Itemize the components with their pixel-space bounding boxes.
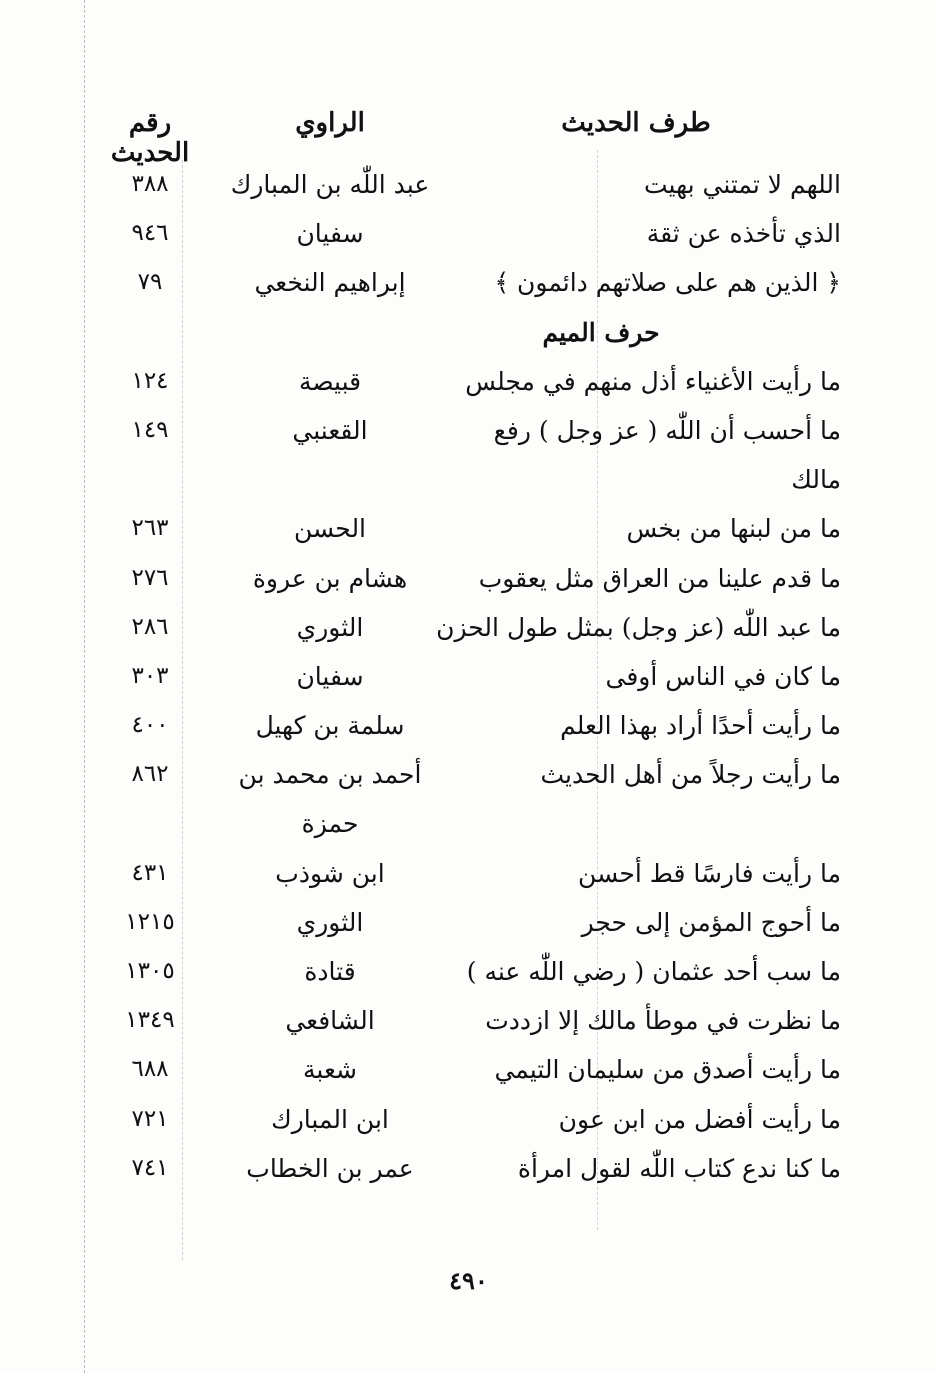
hadith-text-cell: ما رأيت أحدًا أراد بهذا العلم [560,711,841,741]
header-narrator-column: الراوي [295,108,365,138]
hadith-number-cell: ٤٣١ [131,859,169,886]
hadith-number-cell: ٣٠٣ [131,662,169,689]
narrator-cell: الشافعي [285,1006,375,1036]
header-number-column: رقم الحديث [110,108,190,168]
table-row [0,996,937,1045]
narrator-cell: سلمة بن كهيل [255,711,405,741]
narrator-cell: الثوري [296,612,364,642]
narrator-cell: سفيان [296,219,364,249]
hadith-text-cell: ما سب أحد عثمان ( رضي اللّٰه عنه ) [466,957,841,986]
header-text-column: طرف الحديث [561,108,711,138]
index-table [0,160,937,1193]
section-heading: حرف الميم [542,317,660,347]
hadith-number-cell: ١٤٩ [131,416,169,443]
hadith-text-cell: ما عبد اللّٰه (عز وجل) بمثل طول الحزن [436,612,841,642]
narrator-cell: الحسن [293,514,367,544]
hadith-number-cell: ٨٦٢ [131,761,169,788]
hadith-number-cell: ٢٧٦ [131,564,169,591]
hadith-number-cell: ١٢٤ [131,367,169,394]
table-row [0,258,937,307]
hadith-number-cell: ٤٠٠ [131,712,169,739]
hadith-number-cell: ٧٩ [137,269,163,296]
narrator-cell: عمر بن الخطاب [246,1153,414,1183]
table-row [0,160,937,209]
table-row [0,455,937,504]
table-row [0,652,937,701]
hadith-text-cell: ما رأيت رجلاً من أهل الحديث [540,760,841,790]
table-row [0,750,937,799]
hadith-number-cell: ٩٤٦ [131,220,169,247]
narrator-cell: إبراهيم النخعي [254,268,406,298]
hadith-number-cell: ٧٢١ [131,1105,169,1132]
table-row [0,1045,937,1094]
narrator-cell: ابن المبارك [271,1104,389,1134]
hadith-text-cell: ما أحوج المؤمن إلى حجر [581,907,841,937]
narrator-cell: سفيان [296,661,364,691]
table-header [0,108,937,168]
narrator-cell: الثوري [296,907,364,937]
hadith-number-cell: ٢٦٣ [131,515,169,542]
table-row [0,799,937,848]
table-row [0,1144,937,1193]
narrator-cell: ابن شوذب [275,858,385,888]
hadith-number-cell: ١٢١٥ [125,908,175,935]
narrator-cell: شعبة [303,1055,357,1085]
hadith-text-cell: الذي تأخذه عن ثقة [646,219,841,249]
table-row [0,209,937,258]
narrator-cell: عبد اللّٰه بن المبارك [230,170,430,199]
table-row [0,701,937,750]
hadith-text-cell: ما أحسب أن اللّٰه ( عز وجل ) رفع [493,415,841,445]
table-row [0,554,937,603]
hadith-number-cell: ٢٨٦ [131,613,169,640]
table-row [0,898,937,947]
table-row [0,504,937,553]
hadith-number-cell: ٧٤١ [131,1154,169,1181]
table-row [0,1095,937,1144]
hadith-number-cell: ١٣٠٥ [125,958,175,984]
table-row [0,849,937,898]
hadith-text-cell: ما رأيت أصدق من سليمان التيمي [494,1055,841,1085]
hadith-number-cell: ٣٨٨ [131,171,169,197]
hadith-text-cell: ما قدم علينا من العراق مثل يعقوب [478,563,841,593]
narrator-cell: القعنبي [292,415,368,445]
narrator-cell: قتادة [304,957,356,986]
hadith-text-cell: ما نظرت في موطأ مالك إلا ازددت [485,1006,841,1036]
section-heading-row [0,308,937,357]
hadith-text-cell: ما رأيت فارسًا قط أحسن [578,858,841,888]
hadith-text-cell: ما كنا ندع كتاب اللّٰه لقول امرأة [517,1153,841,1183]
table-row [0,406,937,455]
hadith-number-cell: ١٣٤٩ [125,1007,175,1034]
narrator-cell: هشام بن عروة [252,563,408,593]
hadith-text-cell: مالك [791,465,841,495]
hadith-text-cell: اللهم لا تمتني بهيت [643,170,841,199]
narrator-cell: حمزة [301,809,359,839]
table-row [0,357,937,406]
page-number: ٤٩٠ [449,1266,488,1295]
hadith-text-cell: ما من لبنها من بخس [626,514,841,544]
hadith-text-cell: ما رأيت الأغنياء أذل منهم في مجلس [465,366,841,396]
hadith-text-cell: ﴿ الذين هم على صلاتهم دائمون ﴾ [494,268,841,298]
hadith-text-cell: ما كان في الناس أوفى [605,661,841,691]
hadith-number-cell: ٦٨٨ [131,1056,169,1083]
narrator-cell: قبيصة [298,366,362,396]
table-row [0,947,937,996]
narrator-cell: أحمد بن محمد بن [238,760,422,790]
table-row [0,603,937,652]
hadith-text-cell: ما رأيت أفضل من ابن عون [558,1104,841,1134]
